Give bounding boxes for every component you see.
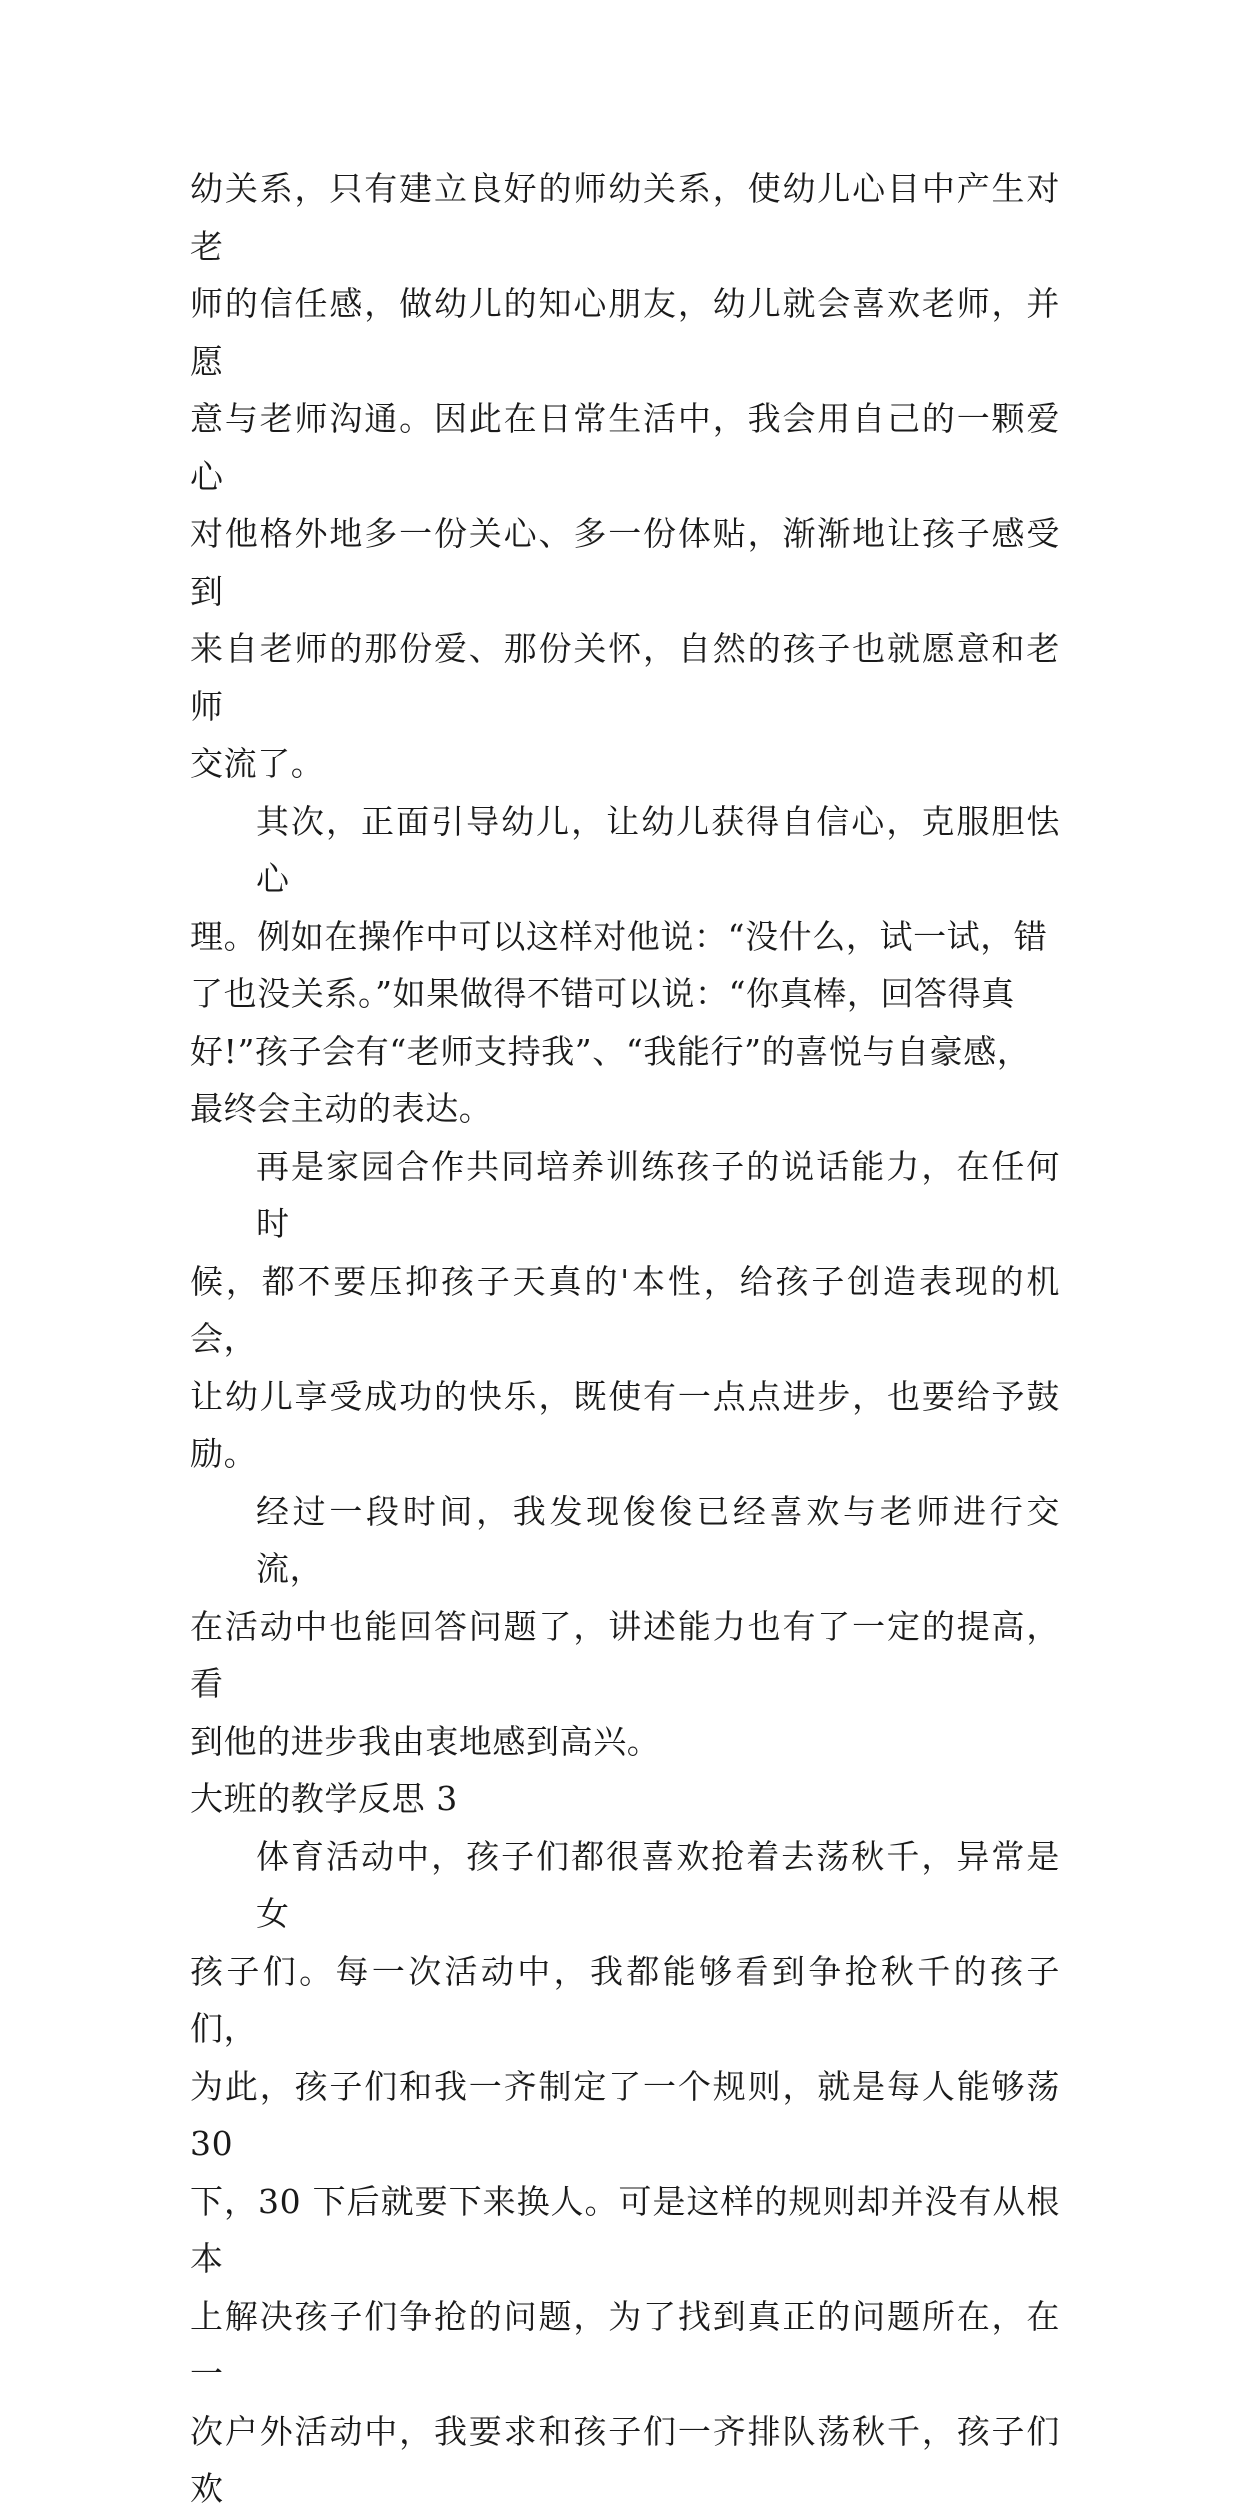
text-line: 次户外活动中，我要求和孩子们一齐排队荡秋千，孩子们欢: [190, 2411, 1060, 2508]
text-line: 到他的进步我由衷地感到高兴。: [190, 1721, 661, 1761]
document-body: [190, 160, 1060, 2518]
text-line: 对他格外地多一份关心、多一份体贴，渐渐地让孩子感受到: [190, 514, 1060, 611]
text-line: 让幼儿享受成功的快乐，既使有一点点进步，也要给予鼓励。: [190, 1376, 1060, 1473]
text-line: 经过一段时间，我发现俊俊已经喜欢与老师进行交流，: [256, 1491, 1060, 1588]
text-line: 理。例如在操作中可以这样对他说：“没什么，试一试，错: [190, 916, 1048, 956]
text-line: 好!”孩子会有“老师支持我”、“我能行”的喜悦与自豪感，: [190, 1031, 1031, 1071]
paragraph-4: [190, 1483, 1060, 1771]
text-line: 孩子们。每一次活动中，我都能够看到争抢秋千的孩子们，: [190, 1951, 1060, 2048]
paragraph-2: [190, 793, 1060, 1138]
text-line: 下，30 下后就要下来换人。可是这样的规则却并没有从根本: [190, 2181, 1060, 2278]
text-line: 为此，孩子们和我一齐制定了一个规则，就是每人能够荡 30: [190, 2066, 1060, 2163]
text-line: 体育活动中，孩子们都很喜欢抢着去荡秋千，异常是女: [256, 1836, 1060, 1933]
text-line: 上解决孩子们争抢的问题，为了找到真正的问题所在，在一: [190, 2296, 1060, 2393]
text-line: 来自老师的那份爱、那份关怀，自然的孩子也就愿意和老师: [190, 629, 1060, 726]
paragraph-5: [190, 1828, 1060, 2518]
paragraph-3: [190, 1138, 1060, 1483]
text-line: 在活动中也能回答问题了，讲述能力也有了一定的提高，看: [190, 1606, 1060, 1703]
paragraph-1: [190, 160, 1060, 793]
text-line: 了也没关系。”如果做得不错可以说：“你真棒，回答得真: [190, 974, 1015, 1013]
text-line: 师的信任感，做幼儿的知心朋友，幼儿就会喜欢老师，并愿: [190, 284, 1060, 381]
text-line: 最终会主动的表达。: [190, 1089, 493, 1128]
text-line: 交流了。: [190, 744, 325, 783]
text-line: 幼关系，只有建立良好的师幼关系，使幼儿心目中产生对老: [190, 169, 1060, 266]
text-line: 意与老师沟通。因此在日常生活中，我会用自己的一颗爱心: [190, 399, 1060, 496]
text-line: 再是家园合作共同培养训练孩子的说话能力，在任何时: [256, 1146, 1060, 1243]
text-line: 其次，正面引导幼儿，让幼儿获得自信心，克服胆怯心: [256, 801, 1060, 898]
text-line: 候，都不要压抑孩子天真的'本性，给孩子创造表现的机会，: [190, 1261, 1060, 1358]
section-heading: 大班的教学反思 3: [190, 1779, 458, 1818]
